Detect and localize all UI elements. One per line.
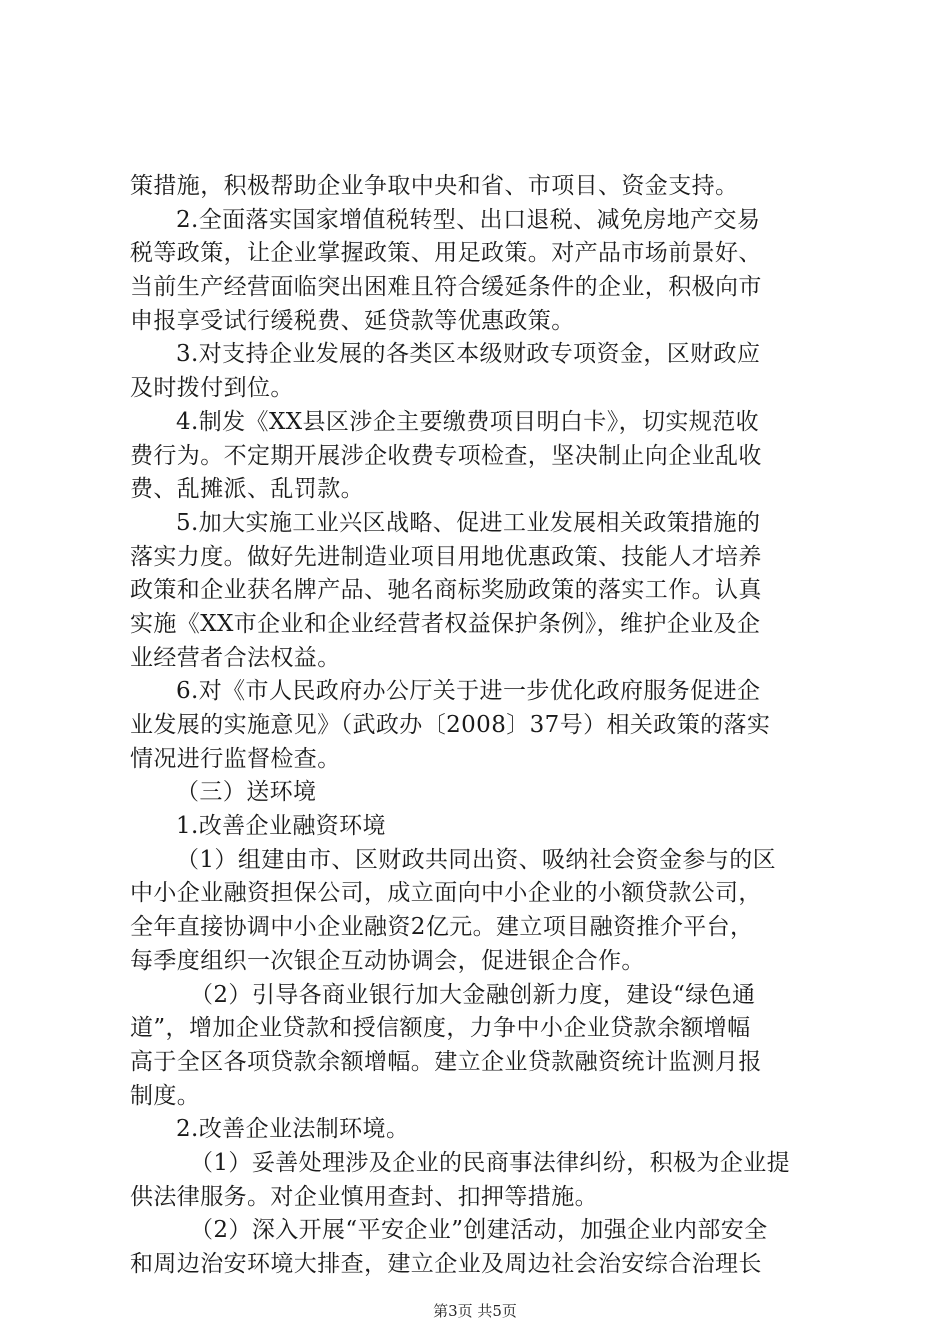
text-line: 落实力度。做好先进制造业项目用地优惠政策、技能人才培养 [130,543,762,570]
text-line: 每季度组织一次银企互动协调会，促进银企合作。 [130,947,645,974]
page-number-footer: 第3页 共5页 [433,1302,517,1320]
text-line: 及时拨付到位。 [130,375,294,402]
subsection-heading: 1.改善企业融资环境 [176,813,386,840]
text-line: 业经营者合法权益。 [130,644,341,671]
document-body [130,170,830,1282]
text-line: （1）妥善处理涉及企业的民商事法律纠纷，积极为企业提 [190,1149,791,1176]
text-line: 制度。 [130,1082,201,1109]
text-line: 政策和企业获名牌产品、驰名商标奖励政策的落实工作。认真 [130,577,762,604]
text-line: 情况进行监督检查。 [130,745,341,772]
text-line: 申报享受试行缓税费、延贷款等优惠政策。 [130,307,575,334]
text-line: 4.制发《XX县区涉企主要缴费项目明白卡》，切实规范收 [176,408,759,435]
text-line: 2.全面落实国家增值税转型、出口退税、减免房地产交易 [176,206,761,233]
text-line: 费、乱摊派、乱罚款。 [130,476,364,503]
text-line: （2）深入开展“平安企业”创建活动，加强企业内部安全 [190,1217,768,1244]
text-line: 业发展的实施意见》（武政办〔2008〕37号）相关政策的落实 [130,712,771,738]
text-line: 3.对支持企业发展的各类区本级财政专项资金，区财政应 [176,341,761,368]
text-line: 当前生产经营面临突出困难且符合缓延条件的企业，积极向市 [130,274,762,301]
text-line: 5.加大实施工业兴区战略、促进工业发展相关政策措施的 [176,509,761,536]
text-line: 中小企业融资担保公司，成立面向中小企业的小额贷款公司， [130,880,762,907]
text-line: 供法律服务。对企业慎用查封、扣押等措施。 [130,1183,598,1210]
text-line: 高于全区各项贷款余额增幅。建立企业贷款融资统计监测月报 [130,1048,762,1075]
text-line: 全年直接协调中小企业融资2亿元。建立项目融资推介平台， [130,914,754,941]
text-line: （1）组建由市、区财政共同出资、吸纳社会资金参与的区 [176,846,777,873]
section-heading: （三）送环境 [176,779,317,806]
text-line: 策措施，积极帮助企业争取中央和省、市项目、资金支持。 [130,173,739,199]
text-line: 6.对《市人民政府办公厅关于进一步优化政府服务促进企 [176,678,761,705]
text-line: （2）引导各商业银行加大金融创新力度，建设“绿色通 [190,981,756,1008]
text-line: 和周边治安环境大排查，建立企业及周边社会治安综合治理长 [130,1251,762,1277]
text-line: 费行为。不定期开展涉企收费专项检查，坚决制止向企业乱收 [130,442,762,469]
text-line: 实施《XX市企业和企业经营者权益保护条例》，维护企业及企 [130,610,761,637]
subsection-heading: 2.改善企业法制环境。 [176,1116,410,1143]
text-line: 税等政策，让企业掌握政策、用足政策。对产品市场前景好、 [130,240,762,267]
text-line: 道”，增加企业贷款和授信额度，力争中小企业贷款余额增幅 [130,1015,751,1042]
